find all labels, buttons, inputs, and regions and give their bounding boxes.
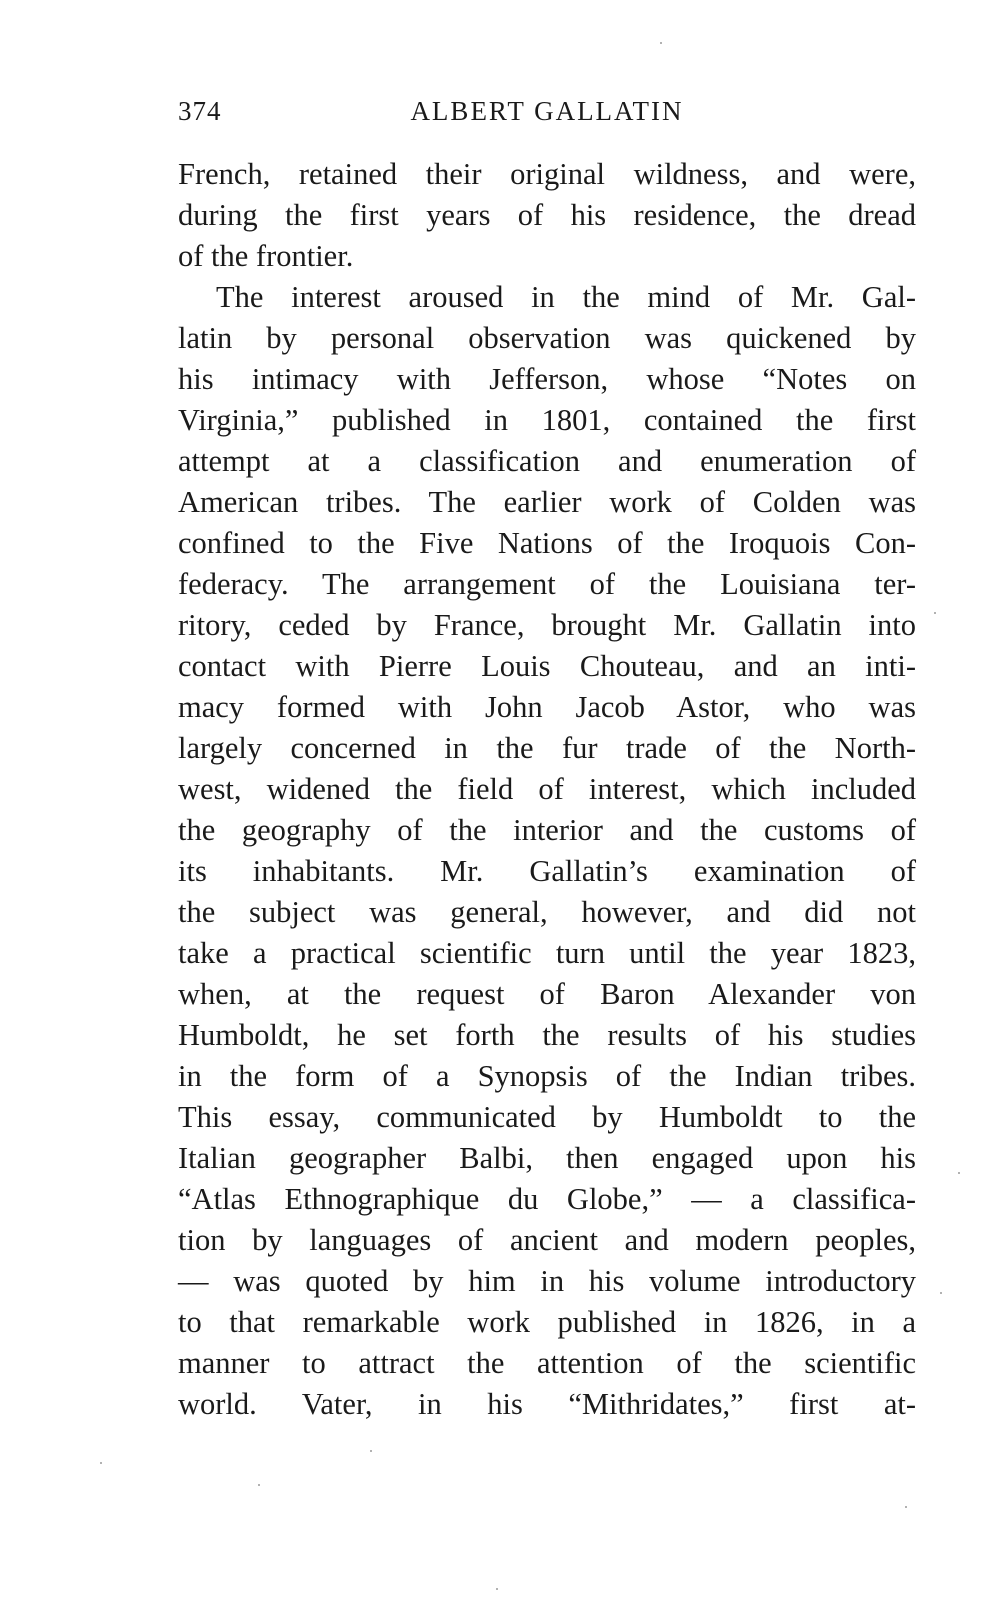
text-line: the subject was general, however, and did not: [178, 895, 916, 929]
running-head: [178, 96, 916, 136]
scan-speck: [940, 1292, 942, 1294]
running-title: ALBERT GALLATIN: [410, 96, 684, 126]
scan-speck: [958, 1172, 960, 1174]
text-line: confined to the Five Nations of the Iroquois Con-: [178, 526, 916, 560]
scan-speck: [905, 1506, 907, 1508]
text-line: “Atlas Ethnographique du Globe,” — a classifica-: [178, 1182, 916, 1216]
text-line: largely concerned in the fur trade of the North-: [178, 731, 916, 765]
text-line: manner to attract the attention of the scientific: [178, 1346, 916, 1380]
text-line: take a practical scientific turn until the year 1823,: [178, 936, 916, 970]
scan-speck: [258, 1484, 260, 1486]
text-line: macy formed with John Jacob Astor, who was: [178, 690, 916, 724]
text-line: federacy. The arrangement of the Louisiana ter-: [178, 567, 916, 601]
text-line: The interest aroused in the mind of Mr. Gal-: [216, 280, 916, 314]
text-line: during the first years of his residence, the dread: [178, 198, 916, 232]
text-line: when, at the request of Baron Alexander von: [178, 977, 916, 1011]
text-line: This essay, communicated by Humboldt to the: [178, 1100, 916, 1134]
scan-speck: [100, 1462, 102, 1464]
text-line: the geography of the interior and the customs of: [178, 813, 916, 847]
text-line: his intimacy with Jefferson, whose “Notes on: [178, 362, 916, 396]
text-line: Italian geographer Balbi, then engaged upon his: [178, 1141, 916, 1175]
text-line: to that remarkable work published in 1826, in a: [178, 1305, 916, 1339]
text-line: latin by personal observation was quickened by: [178, 321, 916, 355]
text-line: of the frontier.: [178, 239, 354, 273]
text-line: French, retained their original wildness, and were,: [178, 157, 916, 191]
text-line: Humboldt, he set forth the results of his studies: [178, 1018, 916, 1052]
text-line: attempt at a classification and enumeration of: [178, 444, 916, 478]
page-number: 374: [178, 96, 222, 126]
text-line: — was quoted by him in his volume introductory: [178, 1264, 916, 1298]
scan-speck: [496, 1588, 498, 1590]
scan-speck: [660, 42, 662, 44]
text-line: west, widened the field of interest, which included: [178, 772, 916, 806]
text-line: tion by languages of ancient and modern peoples,: [178, 1223, 916, 1257]
text-line: its inhabitants. Mr. Gallatin’s examination of: [178, 854, 916, 888]
scan-speck: [370, 1450, 372, 1452]
text-line: American tribes. The earlier work of Colden was: [178, 485, 916, 519]
scan-speck: [934, 612, 936, 614]
text-line: ritory, ceded by France, brought Mr. Gallatin into: [178, 608, 916, 642]
text-line: world. Vater, in his “Mithridates,” first at-: [178, 1387, 916, 1421]
body-text: [178, 154, 916, 1425]
text-line: in the form of a Synopsis of the Indian tribes.: [178, 1059, 916, 1093]
text-line: Virginia,” published in 1801, contained the first: [178, 403, 916, 437]
text-line: contact with Pierre Louis Chouteau, and an inti-: [178, 649, 916, 683]
